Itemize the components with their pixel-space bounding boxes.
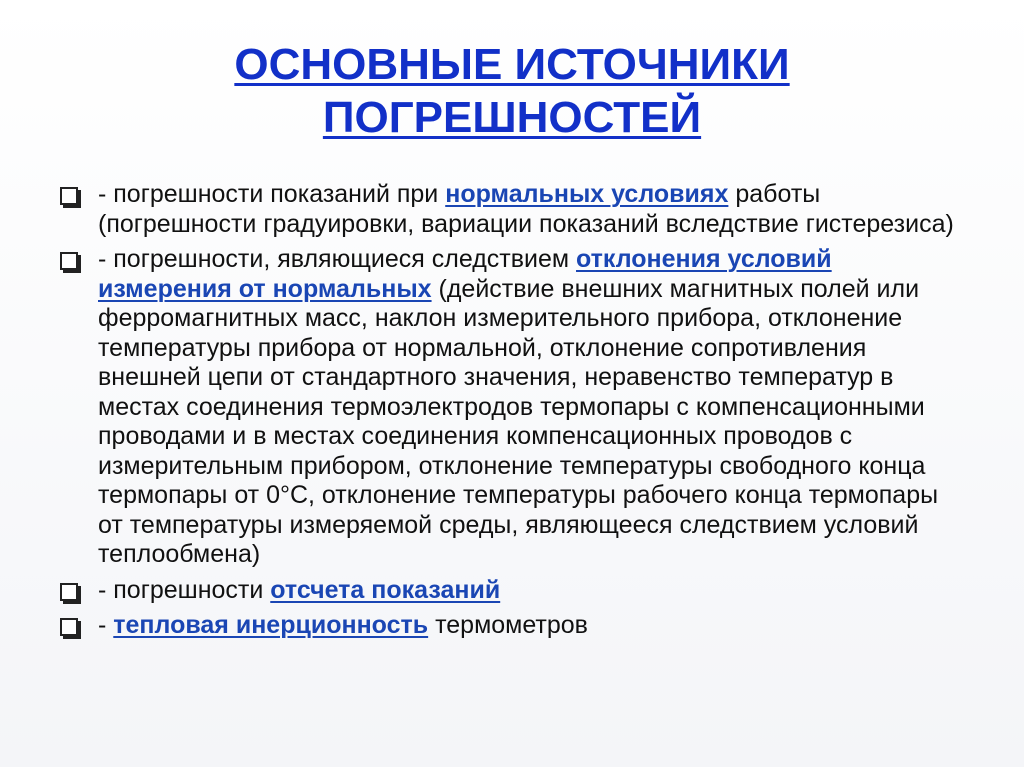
- bullet-item-deviation-conditions: [58, 245, 958, 570]
- bullet-text-before: - погрешности показаний при: [98, 180, 446, 208]
- bullet-list: [58, 180, 958, 647]
- checkbox-bullet-icon: [60, 618, 78, 636]
- bullet-text-after: (действие внешних магнитных полей или ферромагнитных масс, наклон измерительного прибора, отклонение температуры прибора от нормальной, отклонение сопротивления внешней цепи от стандартного значения, неравенство температур в местах соединения термоэлектродов термопары с компенсационными проводами и в местах соединения компенсационных проводов с измерительным прибором, отклонение температуры свободного конца термопары от 0°С, отклонение температуры рабочего конца термопары от температуры измеряемой среды, являющееся следствием условий теплообмена): [98, 274, 939, 568]
- checkbox-bullet-icon: [60, 187, 78, 205]
- bullet-text-before: - погрешности, являющиеся следствием: [98, 245, 577, 273]
- checkbox-bullet-icon: [60, 583, 78, 601]
- bullet-text-before: -: [98, 611, 114, 639]
- bullet-item-nominal-conditions: [58, 180, 958, 239]
- title-line-1: ОСНОВНЫЕ ИСТОЧНИКИ: [234, 40, 790, 89]
- bullet-highlight: нормальных условиях: [445, 180, 729, 208]
- title-line-2: ПОГРЕШНОСТЕЙ: [322, 93, 702, 142]
- bullet-highlight: тепловая инерционность: [113, 611, 429, 639]
- bullet-text-after: термометров: [428, 611, 588, 639]
- bullet-text-before: - погрешности: [98, 575, 271, 604]
- bullet-text-after: работы (погрешности градуировки, вариации показаний вследствие гистерезиса): [98, 180, 954, 238]
- checkbox-bullet-icon: [60, 252, 78, 270]
- bullet-highlight: отклонения условий измерения от нормальных: [98, 245, 832, 303]
- bullet-item-reading-errors: [58, 576, 958, 606]
- bullet-item-thermal-inertia: [58, 611, 958, 641]
- slide-title: [0, 38, 1024, 144]
- bullet-highlight: отсчета показаний: [270, 575, 501, 604]
